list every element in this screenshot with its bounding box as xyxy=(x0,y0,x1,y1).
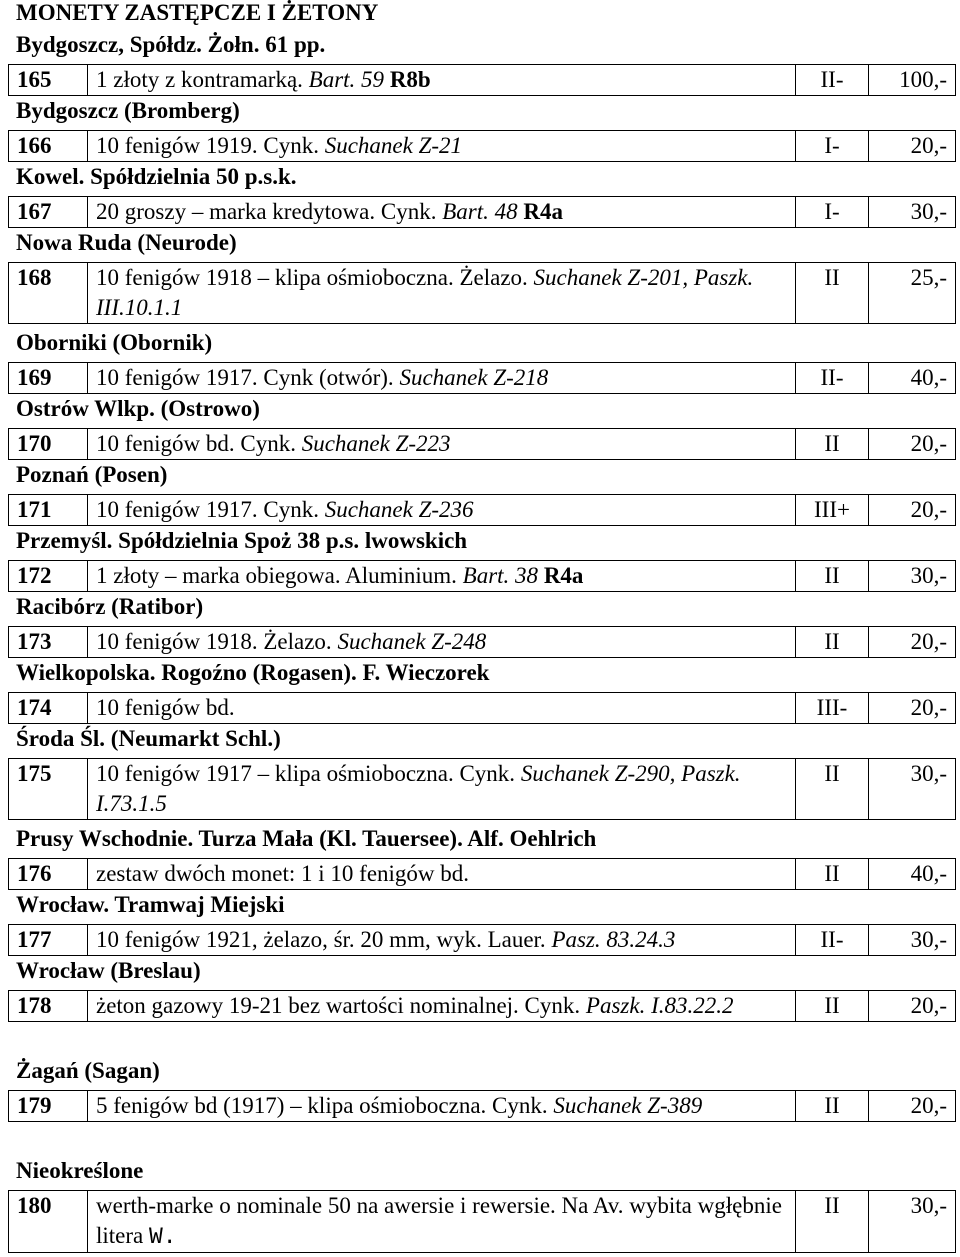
description-text: 10 fenigów bd. xyxy=(96,695,235,720)
item-description xyxy=(88,693,796,724)
catalog-reference: Suchanek Z-223 xyxy=(301,431,451,456)
table-row xyxy=(9,991,956,1022)
condition-grade: I- xyxy=(796,197,869,228)
item-number: 172 xyxy=(9,561,88,592)
catalog-reference: Bart. 59 xyxy=(308,67,385,92)
section-heading: Wielkopolska. Rogoźno (Rogasen). F. Wieczorek xyxy=(16,660,490,685)
item-description xyxy=(88,263,796,324)
item-description xyxy=(88,131,796,162)
condition-grade: II- xyxy=(796,363,869,394)
section-heading: Nieokreślone xyxy=(16,1158,144,1183)
item-price: 20,- xyxy=(869,495,956,526)
description-text: zestaw dwóch monet: 1 i 10 fenigów bd. xyxy=(96,861,470,886)
condition-grade: II xyxy=(796,627,869,658)
item-number: 170 xyxy=(9,429,88,460)
section-heading: Kowel. Spółdzielnia 50 p.s.k. xyxy=(16,164,297,189)
catalog-entry xyxy=(8,990,956,1022)
table-row xyxy=(9,925,956,956)
page-title: MONETY ZASTĘPCZE I ŻETONY xyxy=(16,0,379,25)
section-heading: Środa Śl. (Neumarkt Schl.) xyxy=(16,726,281,751)
catalog-entry xyxy=(8,858,956,890)
item-description xyxy=(88,759,796,820)
catalog-entry xyxy=(8,494,956,526)
condition-grade: III- xyxy=(796,693,869,724)
description-text: 20 groszy – marka kredytowa. Cynk. xyxy=(96,199,443,224)
item-description xyxy=(88,991,796,1022)
description-text: 10 fenigów 1918 – klipa ośmioboczna. Żelazo. xyxy=(96,265,534,290)
item-price: 30,- xyxy=(869,925,956,956)
catalog-reference: Pasz. 83.24.3 xyxy=(551,927,676,952)
catalog-reference: Suchanek Z-389 xyxy=(553,1093,703,1118)
item-description xyxy=(88,65,796,96)
rarity-mark: R4a xyxy=(538,563,584,588)
table-row xyxy=(9,263,956,324)
condition-grade: II xyxy=(796,1191,869,1253)
catalog-entry xyxy=(8,64,956,96)
description-text: 5 fenigów bd (1917) – klipa ośmioboczna. Cynk. xyxy=(96,1093,554,1118)
catalog-entry xyxy=(8,428,956,460)
condition-grade: II xyxy=(796,991,869,1022)
item-number: 173 xyxy=(9,627,88,658)
catalog-entry xyxy=(8,924,956,956)
section-heading: Żagań (Sagan) xyxy=(16,1058,160,1083)
catalog-entry xyxy=(8,626,956,658)
table-row xyxy=(9,131,956,162)
condition-grade: II xyxy=(796,759,869,820)
condition-grade: II- xyxy=(796,65,869,96)
description-text: 10 fenigów 1917. Cynk (otwór). xyxy=(96,365,400,390)
section-heading: Przemyśl. Spółdzielnia Spoż 38 p.s. lwowskich xyxy=(16,528,468,553)
condition-grade: III+ xyxy=(796,495,869,526)
condition-grade: II xyxy=(796,561,869,592)
item-description xyxy=(88,925,796,956)
item-price: 40,- xyxy=(869,859,956,890)
condition-grade: II xyxy=(796,1091,869,1122)
table-row xyxy=(9,859,956,890)
item-description xyxy=(88,495,796,526)
item-price: 30,- xyxy=(869,1191,956,1253)
item-price: 40,- xyxy=(869,363,956,394)
catalog-reference: Paszk. I.83.22.2 xyxy=(585,993,734,1018)
condition-grade: II xyxy=(796,859,869,890)
item-description xyxy=(88,429,796,460)
description-text: 10 fenigów 1921, żelazo, śr. 20 mm, wyk. Lauer. xyxy=(96,927,552,952)
item-description xyxy=(88,363,796,394)
item-description xyxy=(88,197,796,228)
item-number: 178 xyxy=(9,991,88,1022)
item-number: 175 xyxy=(9,759,88,820)
catalog-reference: Suchanek Z-201, Paszk. III.10.1.1 xyxy=(96,265,754,320)
condition-grade: I- xyxy=(796,131,869,162)
condition-grade: II xyxy=(796,263,869,324)
description-text: 10 fenigów bd. Cynk. xyxy=(96,431,302,456)
item-price: 20,- xyxy=(869,627,956,658)
section-heading: Oborniki (Obornik) xyxy=(16,330,213,355)
section-heading: Nowa Ruda (Neurode) xyxy=(16,230,237,255)
catalog-entry xyxy=(8,758,956,820)
letter-mark: W. xyxy=(149,1224,177,1250)
rarity-mark: R8b xyxy=(384,67,431,92)
catalog-reference: Suchanek Z-21 xyxy=(324,133,463,158)
item-price: 20,- xyxy=(869,131,956,162)
section-heading: Bydgoszcz, Spółdz. Żołn. 61 pp. xyxy=(16,32,326,57)
description-text: 10 fenigów 1918. Żelazo. xyxy=(96,629,338,654)
description-text: werth-marke o nominale 50 na awersie i rewersie. Na Av. wybita wgłębnie litera xyxy=(96,1193,782,1248)
item-number: 165 xyxy=(9,65,88,96)
section-heading: Ostrów Wlkp. (Ostrowo) xyxy=(16,396,260,421)
section-heading: Poznań (Posen) xyxy=(16,462,168,487)
catalog-entry xyxy=(8,196,956,228)
item-price: 30,- xyxy=(869,561,956,592)
catalog-entry xyxy=(8,1090,956,1122)
catalog-reference: Suchanek Z-290, Paszk. I.73.1.5 xyxy=(96,761,741,816)
catalog-reference: Bart. 48 xyxy=(442,199,518,224)
description-text: 1 złoty z kontramarką. xyxy=(96,67,309,92)
catalog-reference: Bart. 38 xyxy=(462,563,539,588)
item-price: 20,- xyxy=(869,693,956,724)
catalog-reference: Suchanek Z-248 xyxy=(337,629,487,654)
item-price: 25,- xyxy=(869,263,956,324)
item-number: 166 xyxy=(9,131,88,162)
catalog-entry xyxy=(8,262,956,324)
description-text: 10 fenigów 1917. Cynk. xyxy=(96,497,325,522)
table-row xyxy=(9,561,956,592)
section-heading: Racibórz (Ratibor) xyxy=(16,594,204,619)
item-number: 174 xyxy=(9,693,88,724)
item-number: 177 xyxy=(9,925,88,956)
item-price: 20,- xyxy=(869,1091,956,1122)
section-heading: Prusy Wschodnie. Turza Mała (Kl. Tauersee). Alf. Oehlrich xyxy=(16,826,597,851)
condition-grade: II- xyxy=(796,925,869,956)
item-number: 169 xyxy=(9,363,88,394)
catalog-entry xyxy=(8,560,956,592)
item-price: 20,- xyxy=(869,991,956,1022)
catalog-entry xyxy=(8,692,956,724)
table-row xyxy=(9,65,956,96)
table-row xyxy=(9,1091,956,1122)
item-description xyxy=(88,1191,796,1253)
description-text: 10 fenigów 1919. Cynk. xyxy=(96,133,325,158)
item-description xyxy=(88,1091,796,1122)
catalog-entry xyxy=(8,362,956,394)
table-row xyxy=(9,1191,956,1253)
section-heading: Bydgoszcz (Bromberg) xyxy=(16,98,240,123)
rarity-mark: R4a xyxy=(517,199,563,224)
item-price: 100,- xyxy=(869,65,956,96)
description-text: 1 złoty – marka obiegowa. Aluminium. xyxy=(96,563,463,588)
table-row xyxy=(9,495,956,526)
item-price: 20,- xyxy=(869,429,956,460)
section-heading: Wrocław (Breslau) xyxy=(16,958,201,983)
table-row xyxy=(9,363,956,394)
description-text: 10 fenigów 1917 – klipa ośmioboczna. Cynk. xyxy=(96,761,521,786)
item-price: 30,- xyxy=(869,197,956,228)
table-row xyxy=(9,197,956,228)
item-number: 180 xyxy=(9,1191,88,1253)
item-number: 171 xyxy=(9,495,88,526)
item-description xyxy=(88,561,796,592)
item-number: 167 xyxy=(9,197,88,228)
item-description xyxy=(88,627,796,658)
table-row xyxy=(9,627,956,658)
catalog-reference: Suchanek Z-218 xyxy=(399,365,549,390)
catalog-entry xyxy=(8,130,956,162)
table-row xyxy=(9,429,956,460)
item-number: 179 xyxy=(9,1091,88,1122)
description-text: żeton gazowy 19-21 bez wartości nominalnej. Cynk. xyxy=(96,993,586,1018)
table-row xyxy=(9,759,956,820)
item-number: 168 xyxy=(9,263,88,324)
section-heading: Wrocław. Tramwaj Miejski xyxy=(16,892,285,917)
catalog-entry xyxy=(8,1190,956,1253)
item-number: 176 xyxy=(9,859,88,890)
condition-grade: II xyxy=(796,429,869,460)
item-price: 30,- xyxy=(869,759,956,820)
table-row xyxy=(9,693,956,724)
item-description xyxy=(88,859,796,890)
catalog-reference: Suchanek Z-236 xyxy=(324,497,474,522)
